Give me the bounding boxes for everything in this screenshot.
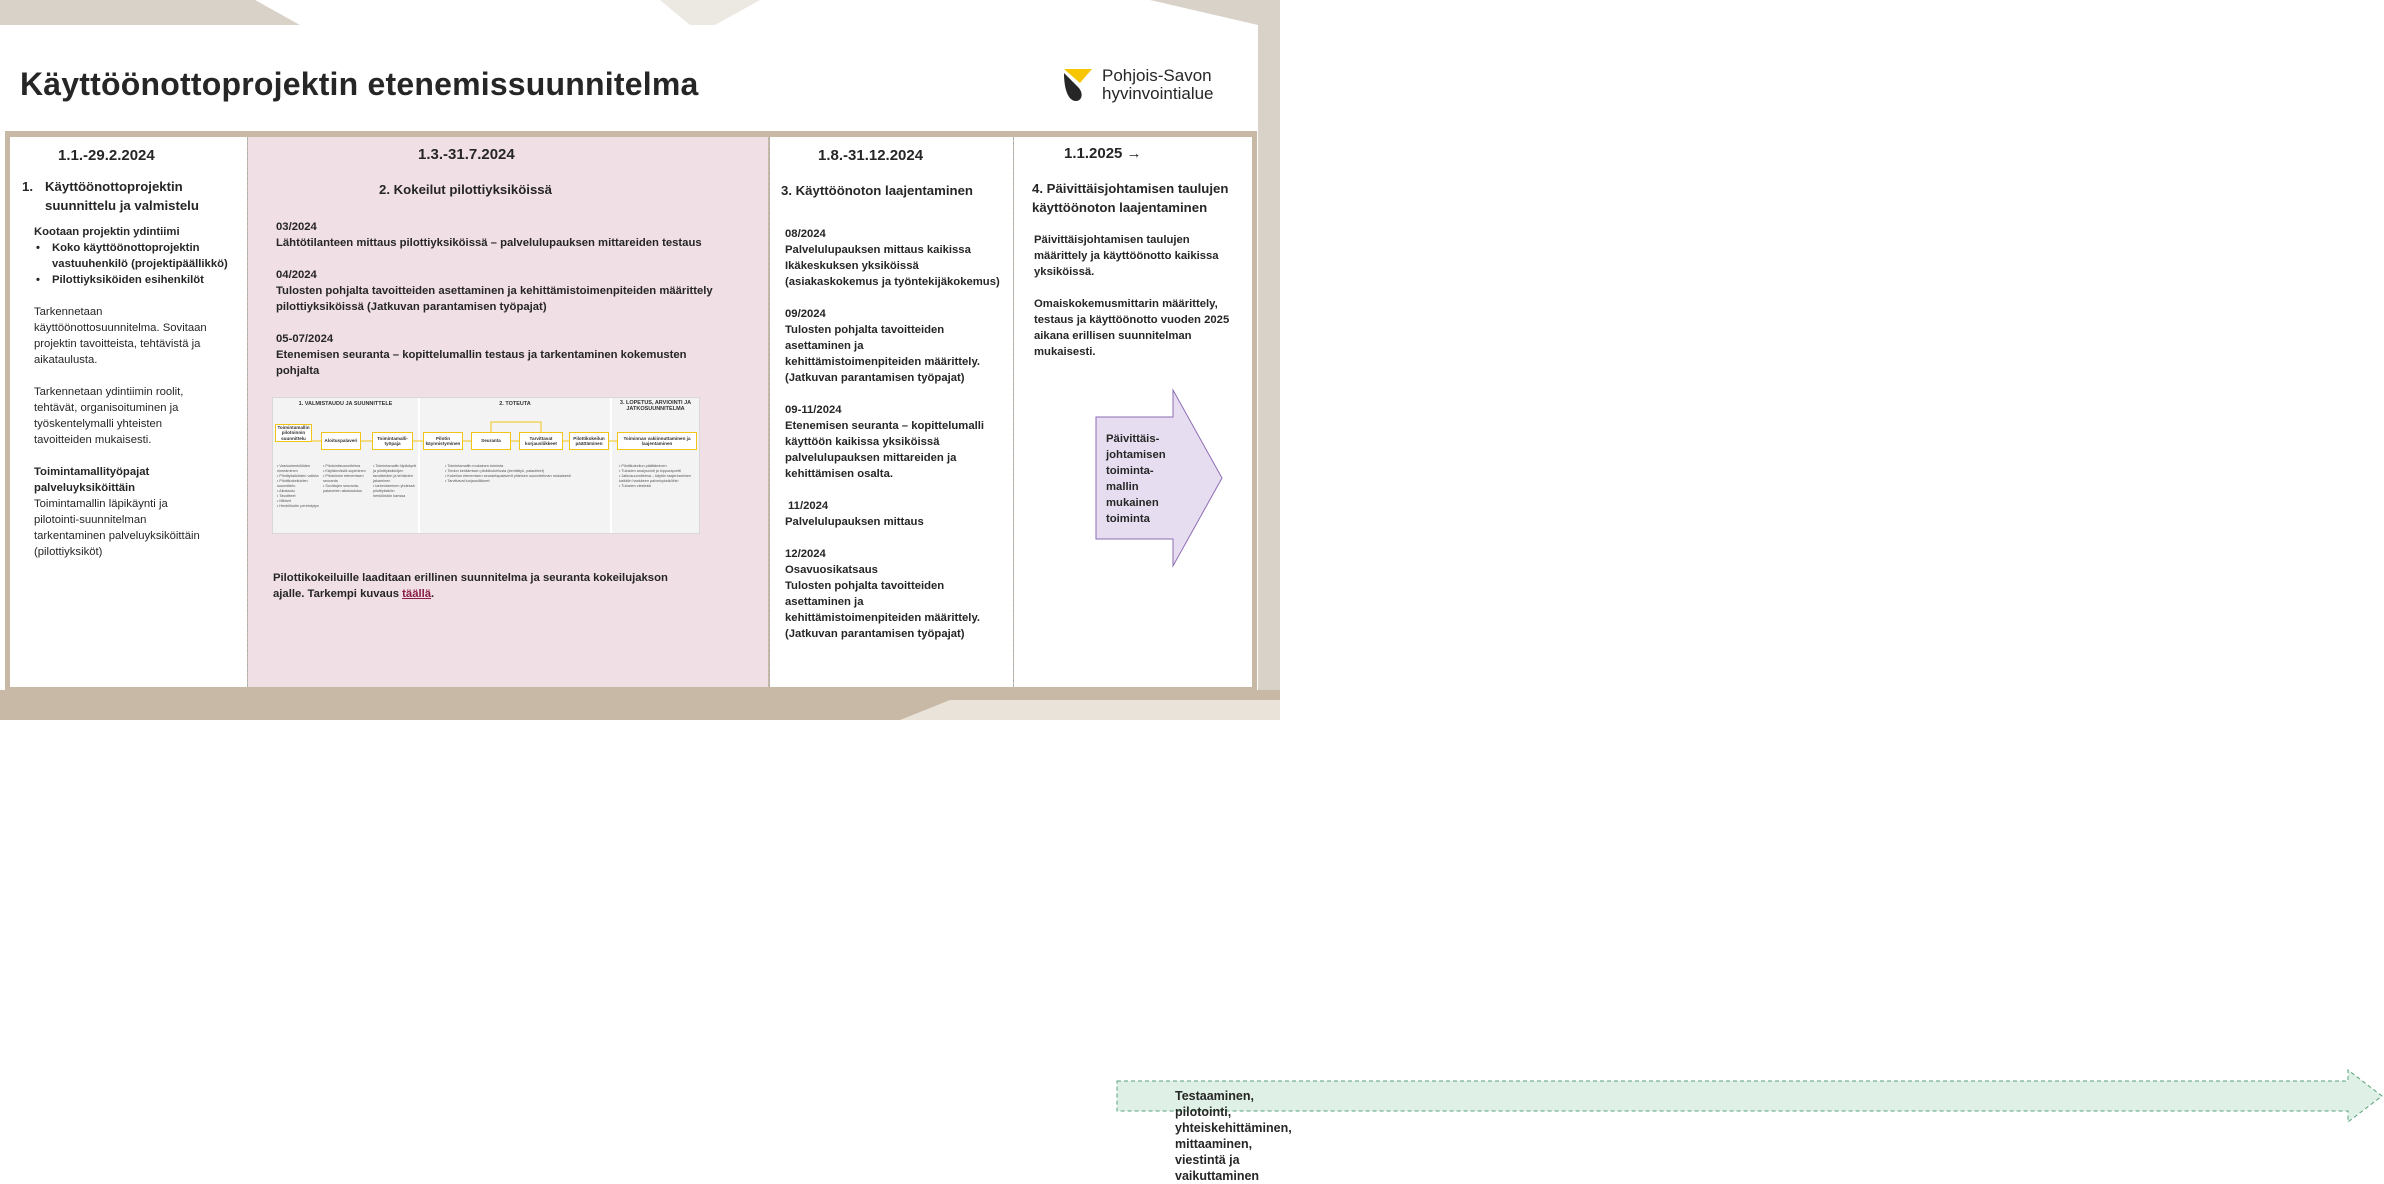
phase-3-milestones: 08/2024 Palvelulupauksen mittaus kaikissa Ikäkeskuksen yksiköissä (asiakaskokemus ja työntekijäkokemus) 09/2024 Tulosten pohjalta tavoitteiden asettaminen ja kehittämistoimenpiteiden määrittely. (Jatkuvan parantamisen työpajat) 09-11/2024 Etenemisen seuranta – kopittelumalli käyttöön kaikissa yksiköissä palvelulupauksen mittareiden ja kehittämisen osalta. 11/2024 Palvelulupauksen mittaus 12/2024 Osavuosikatsaus Tulosten pohjalta tavoitteiden asettaminen ja kehittämistoimenpiteiden määrittely. (Jatkuvan parantamisen työpajat): [785, 228, 1000, 640]
bottom-process-arrow: [1116, 1069, 2384, 1125]
phase-2-footer: Pilottikokeiluille laaditaan erillinen suunnitelma ja seuranta kokeilujakson ajalle. Tarkempi kuvaus täällä.: [273, 572, 668, 600]
diagram-note: • Vastuuhenkilöiden nimeäminen • Pilottiyksiköiden valinta • Pilottikokeiluiden suunnittelu • Aikataulu • Tavoitteet • Mittarit • Henkilöstön perehdytys: [277, 464, 319, 508]
diagram-note: • Pilottikokeilun päättäminen • Tulosten analysointi ja loppuraportti • Jatkosuunnitelma – käytön laajentaminen kaikkiin hankkeen palveluyksiköihin • Tulosten viestintä: [619, 464, 692, 488]
diagram-step: Pilotin käynnistyminen: [423, 432, 463, 450]
divider: [769, 137, 770, 687]
divider: [247, 137, 248, 687]
details-link[interactable]: täällä: [402, 588, 432, 600]
phase-3-date: 1.8.-31.12.2024: [818, 147, 924, 164]
diagram-note: • Toimintamallin läpikäynti ja pilottiyksikköjen tavoitteiden ja tehtävien jakaminen • tarkentaminen yhdessä pilottiyksikön henkilöstön kanssa: [373, 464, 417, 498]
phase-4-content: Päivittäisjohtamisen taulujen määrittely ja käyttöönotto kaikissa yksiköissä. Omaiskokemusmittarin määrittely, testaus ja käyttöönotto vuoden 2025 aikana erillisen suunnitelman mukaisesti.: [1034, 234, 1230, 358]
phase-2-heading: 2. Kokeilut pilottiyksiköissä: [379, 182, 552, 197]
phase-1-content: Kootaan projektin ydintiimi • Koko käyttöönottoprojektin vastuuhenkilö (projektipäällikkö) • Pilottiyksiköiden esihenkilöt: [34, 224, 244, 288]
pilot-process-diagram: [272, 397, 700, 534]
diagram-step: Tarvittavat korjausliikkeet: [519, 432, 563, 450]
phase-1-paragraph: Tarkennetaan ydintiimin roolit, tehtävät, organisoituminen ja työskentelymalli yhteisten tavoitteiden mukaisesti.: [34, 386, 184, 446]
diagram-note: • Pilotointisuunnitelma • Käytännöistä sopiminen • Pilotoinnin etenemisen seuranta • Sovittujen seuranta-palaverien aikataulutus: [323, 464, 366, 493]
phase-1-heading: 1. Käyttöönottoprojektin suunnittelu ja valmistelu: [22, 179, 199, 213]
diagram-step: Toimintamallin pilotoinnin suunnittelu: [275, 424, 312, 442]
diagram-heading: 1. VALMISTAUDU JA SUUNNITTELE: [298, 401, 393, 407]
divider: [1013, 137, 1014, 687]
phase-4-heading: 4. Päivittäisjohtamisen taulujen käyttöönoton laajentaminen: [1032, 181, 1229, 215]
diagram-step: Pilottikokeilun päättäminen: [569, 432, 609, 450]
phase-1-paragraph: Toimintamallityöpajat palveluyksiköittäin Toimintamallin läpikäynti ja pilotointi-suunnitelman tarkentaminen palveluyksiköittäin (pilottiyksiköt): [34, 466, 200, 558]
diagram-step: Seuranta: [471, 432, 511, 450]
list-item: • Pilottiyksiköiden esihenkilöt: [34, 272, 244, 288]
phase-3-heading: 3. Käyttöönoton laajentaminen: [781, 183, 973, 198]
phase-2-date: 1.3.-31.7.2024: [418, 146, 515, 163]
page-title: Käyttöönottoprojektin etenemissuunnitelma: [20, 66, 699, 102]
logo-text: [1102, 67, 1214, 103]
diagram-note: • Toimintamallin mukainen toiminta • Tiedon keräämisen pilottikokeilusta (kenttätyö, palautteet) • Kokeilun etenemisen seurantapalaverit yhteisen suunnitelman mukaisesti • Tarvittavat korjausliikkeet: [445, 464, 571, 483]
daily-management-arrow-text: Päivittäis- johtamisen toiminta- mallin mukainen toiminta Testaaminen, pilotointi, yhteiskehittäminen, mittaaminen, viestintä ja vaikuttaminen: [1106, 431, 1166, 527]
list-item: • Koko käyttöönottoprojektin vastuuhenkilö (projektipäällikkö): [34, 240, 244, 272]
diagram-step: Toiminnan vakiinnuttaminen ja laajentaminen: [617, 432, 697, 450]
diagram-step: Aloituspalaveri: [321, 432, 361, 450]
logo-mark-icon: [1062, 67, 1098, 103]
diagram-heading: 2. TOTEUTA: [499, 401, 531, 407]
phase-4-date: 1.1.2025 →: [1064, 145, 1142, 162]
phase-1-date: 1.1.-29.2.2024: [58, 147, 155, 164]
phase-2-milestones: 03/2024 Lähtötilanteen mittaus pilottiyksiköissä – palvelulupauksen mittareiden testaus 04/2024 Tulosten pohjalta tavoitteiden asettaminen ja kehittämistoimenpiteiden määrittely pilottiyksiköissä (Jatkuvan parantamisen työpajat) 05-07/2024 Etenemisen seuranta – kopittelumallin testaus ja tarkentaminen kokemusten pohjalta: [276, 221, 713, 377]
diagram-step: Toimintamalli-työpaja: [372, 432, 413, 450]
bottom-arrow-label: Testaaminen, pilotointi, yhteiskehittäminen, mittaaminen, viestintä ja vaikuttaminen: [1175, 1089, 1292, 1183]
diagram-heading: 3. LOPETUS, ARVIOINTI JA JATKOSUUNNITELMA: [619, 400, 692, 412]
organization-logo: [1062, 67, 1222, 107]
logo-line-1: Pohjois-Savon: [1102, 66, 1212, 85]
logo-line-2: hyvinvointialue: [1102, 84, 1214, 103]
phase-1-paragraph: Tarkennetaan käyttöönottosuunnitelma. Sovitaan projektin tavoitteista, tehtävistä ja aikataulusta.: [34, 306, 207, 366]
